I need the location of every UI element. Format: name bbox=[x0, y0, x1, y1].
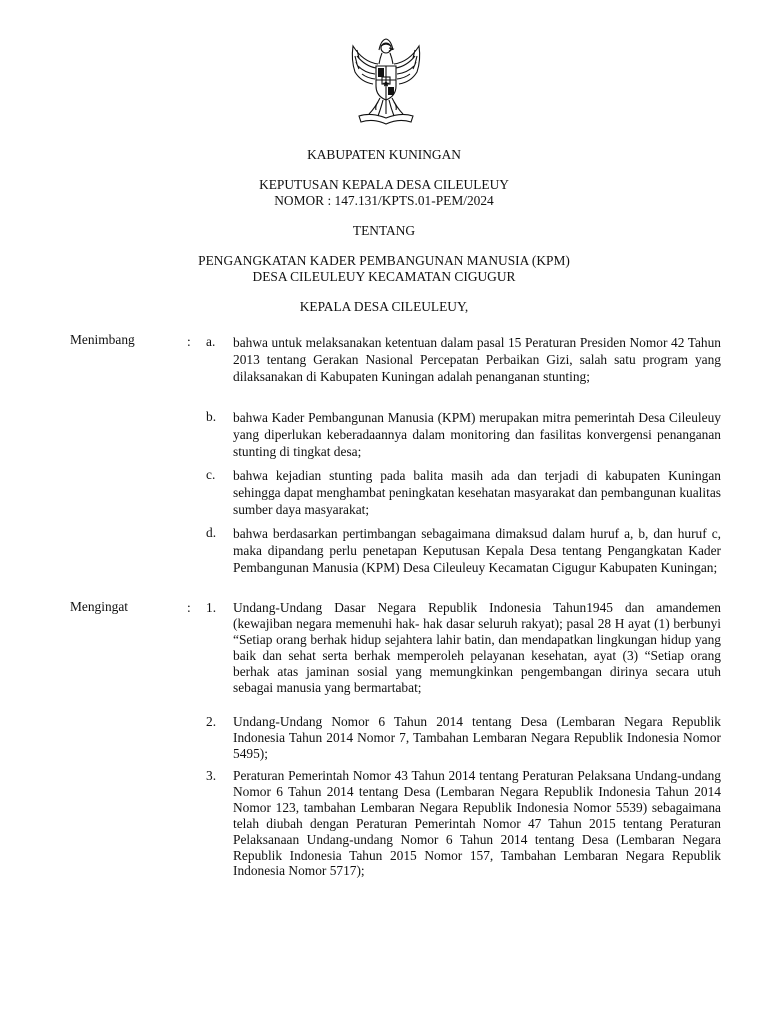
menimbang-item-marker: a. bbox=[206, 334, 216, 349]
decree-title: KEPUTUSAN KEPALA DESA CILEULEUY bbox=[259, 177, 509, 192]
menimbang-item-marker: b. bbox=[206, 409, 217, 424]
decree-subject-line-2: DESA CILEULEUY KECAMATAN CIGUGUR bbox=[252, 269, 516, 284]
mengingat-item-marker: 3. bbox=[206, 768, 217, 783]
mengingat-item-marker: 1. bbox=[206, 600, 217, 615]
menimbang-colon: : bbox=[187, 334, 191, 349]
mengingat-label: Mengingat bbox=[70, 599, 129, 614]
regency-name: KABUPATEN KUNINGAN bbox=[307, 147, 461, 162]
mengingat-item-text: Undang-Undang Nomor 6 Tahun 2014 tentang Desa (Lembaran Negara Republik Indonesia Tahun 2014 Nomor 7, Tambahan Lembaran Negara Republik Indonesia Nomor 5495); bbox=[233, 714, 721, 761]
menimbang-item-marker: d. bbox=[206, 525, 217, 540]
garuda-emblem-icon bbox=[345, 36, 427, 128]
about-heading: TENTANG bbox=[352, 223, 416, 238]
mengingat-colon: : bbox=[187, 600, 191, 615]
mengingat-item-text: Peraturan Pemerintah Nomor 43 Tahun 2014 tentang Peraturan Pelaksana Undang-undang Nomor 6 Tahun 2014 tentang Desa (Lembaran Negara Republik Indonesia Tahun 2014 Nomor 123, tambahan Lembaran Negara Republik Indonesia Nomor 5539) sebagaimana telah diubah dengan Peraturan Pemerintah Nomor 47 Tahun 2015 tentang Peraturan Pelaksanaan Undang-undang Nomor 6 Tahun 2014 tentang Desa (Lembaran Negara Republik Indonesia Tahun 2015 Nomor 157, Tambahan Lembaran Negara Republik Indonesia Nomor 5717); bbox=[233, 768, 721, 879]
menimbang-item-text: bahwa kejadian stunting pada balita masih ada dan terjadi di kabupaten Kuningan sehingga dapat menghambat peningkatan kesehatan masyarakat dan pembangunan kualitas sumber daya masyarakat; bbox=[233, 468, 721, 518]
decree-subject-line-1: PENGANGKATAN KADER PEMBANGUNAN MANUSIA (KPM) bbox=[198, 253, 570, 268]
menimbang-item-text: bahwa berdasarkan pertimbangan sebagaimana dimaksud dalam huruf a, b, dan huruf c, maka dipandang perlu penetapan Keputusan Kepala Desa tentang Pengangkatan Kader Pembangunan Manusia (KPM) Desa Cileuleuy Kecamatan Cigugur Kabupaten Kuningan; bbox=[233, 526, 721, 576]
menimbang-item-marker: c. bbox=[206, 467, 216, 482]
menimbang-label: Menimbang bbox=[70, 332, 135, 347]
mengingat-item-text: Undang-Undang Dasar Negara Republik Indonesia Tahun1945 dan amandemen (kewajiban negara memenuhi hak- hak dasar seluruh rakyat); pasal 28 H ayat (1) berbunyi “Setiap orang berhak hidup sejahtera lahir batin, dan mendapatkan lingkungan hidup yang baik dan sehat serta berhak memperoleh pelayanan kesehatan, ayat (3) “Setiap orang berhak atas jaminan sosial yang memungkinkan pengembangan dirinya secara utuh sebagai manusia yang bermartabat; bbox=[233, 600, 721, 695]
mengingat-item-marker: 2. bbox=[206, 714, 217, 729]
menimbang-item-text: bahwa untuk melaksanakan ketentuan dalam pasal 15 Peraturan Presiden Nomor 42 Tahun 2013 tentang Gerakan Nasional Percepatan Perbaikan Gizi, salah satu program yang dilaksanakan di Kabupaten Kuningan adalah penanganan stunting; bbox=[233, 335, 721, 385]
issuer-heading: KEPALA DESA CILEULEUY, bbox=[299, 299, 469, 314]
decree-number: NOMOR : 147.131/KPTS.01-PEM/2024 bbox=[274, 193, 494, 208]
menimbang-item-text: bahwa Kader Pembangunan Manusia (KPM) merupakan mitra pemerintah Desa Cileuleuy yang diperlukan keberadaannya dalam monitoring dan fasilitas konvergensi penanganan stunting di tingkat desa; bbox=[233, 410, 721, 460]
